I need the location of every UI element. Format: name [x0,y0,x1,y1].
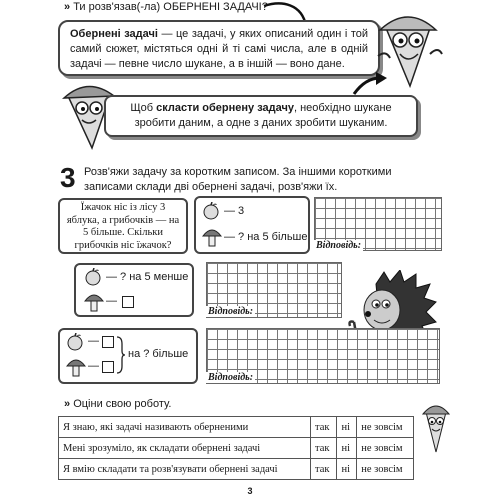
note1-apple-text: — 3 [224,205,245,217]
table-row [59,459,414,480]
note3-mushroom-dash: — [88,360,99,372]
pencil-character-icon [420,402,452,454]
mushroom-icon [202,226,222,248]
statement-cell: Я вмію складати та розв'язувати обернені задачі [59,459,311,480]
short-note-2 [74,263,194,317]
tip-box [104,95,418,137]
evaluation-marker: » [64,398,71,410]
answer-square[interactable] [102,336,114,348]
statement-cell: Мені зрозуміло, як складати обернені задачі [59,438,311,459]
problem-box [58,198,188,254]
curly-brace-icon [116,336,126,374]
header [64,1,268,13]
tip-text [106,97,416,135]
evaluation-title [64,398,171,410]
task-instruction: Розв'яжи задачу за коротким записом. За іншими короткими записами склади дві обернені задачі, розв'яжи їх. [84,166,392,193]
definition-body: — це задачі, у яких описаний один і той самий сюжет, містяться одні й ті самі числа, але в одній задачі — певне число шукане, а в іншій — воно дане. [70,28,368,70]
note3-bracket-text: на ? більше [128,348,189,360]
header-question: Ти розв'язав(-ла) ОБЕРНЕНІ ЗАДАЧІ? [73,1,268,13]
answer-square[interactable] [122,296,134,308]
page-number: 3 [247,486,253,496]
short-note-1 [194,196,310,254]
apple-icon [202,202,220,220]
answer-no[interactable]: ні [337,417,357,438]
short-note-3 [58,328,198,384]
answer-label-1: Відповідь: [316,240,362,251]
tip-bold: скласти обернену задачу [156,102,294,114]
evaluation-title-text: Оціни свою роботу. [73,398,172,410]
apple-icon [66,333,84,351]
tip-lead: Щоб [130,102,157,114]
answer-not-quite[interactable]: не зовсім [357,459,414,480]
statement-cell: Я знаю, які задачі називають оберненими [59,417,311,438]
problem-text: Їжачок ніс із лісу 3 яблука, а грибочків — на 5 більше. Скільки грибочків ніс їжачок? [66,202,180,251]
note1-mushroom-text: — ? на 5 більше [224,231,308,243]
answer-yes[interactable]: так [311,417,337,438]
definition-box [58,20,380,76]
mushroom-icon [84,291,104,313]
evaluation-table [58,416,414,480]
definition-term: Обернені задачі [70,28,158,40]
mushroom-icon [66,356,86,378]
answer-no[interactable]: ні [337,438,357,459]
answer-no[interactable]: ні [337,459,357,480]
note2-mushroom-dash: — [106,295,117,307]
right-arrow-icon [352,70,388,98]
table-row [59,417,414,438]
answer-label-2: Відповідь: [208,306,254,317]
apple-icon [84,268,102,286]
definition-text [60,22,378,77]
answer-label-3: Відповідь: [208,372,254,383]
task-number: 3 [60,162,76,193]
answer-not-quite[interactable]: не зовсім [357,417,414,438]
answer-yes[interactable]: так [311,438,337,459]
table-row [59,438,414,459]
note3-apple-dash: — [88,335,99,347]
answer-square[interactable] [102,361,114,373]
note2-apple-text: — ? на 5 менше [106,271,189,283]
answer-yes[interactable]: так [311,459,337,480]
tip-rest: , необхідно шукане зробити даним, а одне з даних зробити шуканим. [134,102,392,129]
header-marker: » [64,1,71,13]
answer-not-quite[interactable]: не зовсім [357,438,414,459]
